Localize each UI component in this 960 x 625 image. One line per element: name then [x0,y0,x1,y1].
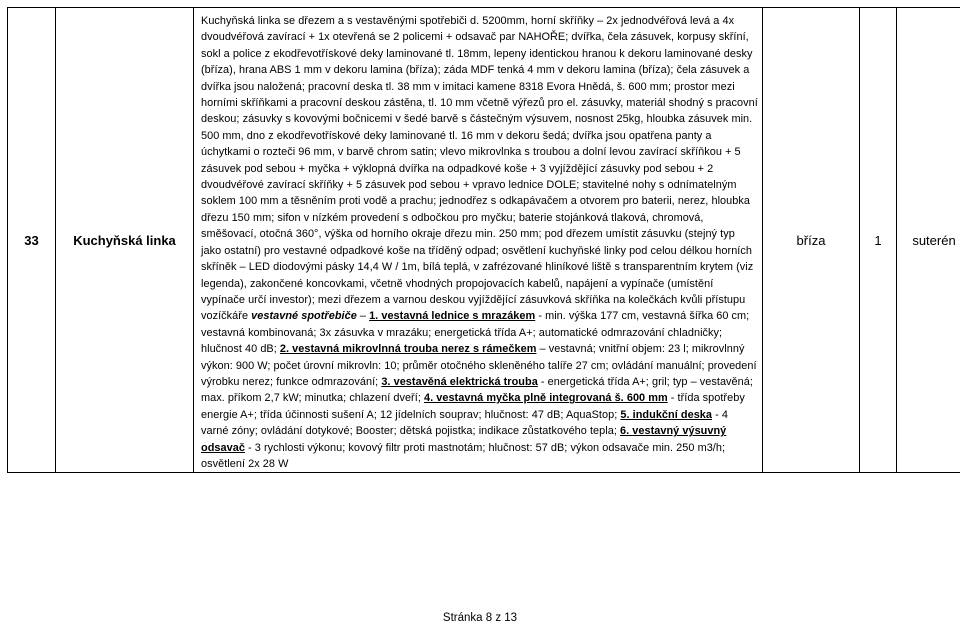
description-text: - energetická třída A+; gril; typ – vestavěná; max. příkom 2,7 kW; minutka; chlazení dveří; [201,375,753,405]
table-row [8,8,960,473]
page-number: Stránka 8 z 13 [442,612,518,624]
appliance-microwave: 2. vestavná mikrovlnná trouba nerez s rámečkem [279,343,537,356]
appliances-heading: vestavné spotřebiče [251,310,357,323]
item-name: Kuchyňská linka [56,8,194,473]
description-text: - 3 rychlosti výkonu; kovový filtr proti mastnotám; hlučnost: 57 dB; výkon odsavače min. 250 m3/h; osvětlení 2x 28 W [201,441,726,470]
description-text: Kuchyňská linka se dřezem a s vestavěnými spotřebiči d. 5200mm, horní skříňky – 2x jednodvéřová levá a 4x dvoudvéřová zavírací + 1x otevřená se 2 policemi + odsavač par NAHOŘE; dvířka, čela zásuvek, korpusy skříní, sokl a police z ekodřevotřískové deky laminované tl. 18mm, lepeny identickou hranou k dekoru laminované desky (bříza), hrana ABS 1 mm v dekoru lamina (bříza); záda MDF tenká 4 mm v dekoru lamina (bříza); čela zásuvek a dvířka jsou naložená; pracovní deska tl. 38 mm v imitaci kamene 8318 Evora Hnědá, š. 600 mm; prostor mezi horními skříňkami a pracovní deskou zástěna, tl. 10 mm včetně výřezů pro el. zásuvky, materiál shodný s pracovní deskou; zásuvky s kovovými bočnicemi v šedé barvě s částečným výsuvem, nosnost 25kg, hloubka zásuvek min. 500 mm, dno z ekodřevotřískové deky laminované tl. 16 mm v dekoru šedá; dvířka jsou opatřena panty a úchytkami o rozteči 96 mm, v barvě chrom satin; vlevo mikrovlnka s troubou a dolní levou zavírací skříňkou + 5 zásuvek pod sebou + myčka + výklopná dvířka na odpadkové koše + 3 vyjíždějící zásuvky pod sebou + 2 dvoudvéřové zavírací skříňky + 5 zásuvek pod sebou + vpravo lednice DOLE; stavitelné nohy s odnímatelným soklem 100 mm a těsněním proti vodě a prachu; jednodřez s odkapávačem a otvorem pro baterii, nerez, hloubka dřezu 150 mm; sifon v nízkém provedení s odbočkou pro myčku; baterie stojánková tlaková, chromová, směšovací, otočná 360°, výška od horního okraje dřezu min. 250 mm; pod dřezem umístit zásuvku (stejný typ jako ostatní) pro vestavné odpadkové koše na tříděný odpad; osvětlení kuchyňské linky pod celou délkou horních skříněk – LED diodovými pásky 14,4 W / 1m, bílá teplá, v zafrézované hliníkové liště s transparentním krytem (viz legenda), zakončené koncovkami, včetně vhodných propojovacích kabelů, napájení a vypínače (umístění vypínače určí investor); mezi dřezem a varnou deskou vyjíždějící zásuvková skříňka na kolečkách kvůli přístupu vozíčkáře [201,15,758,323]
appliance-hood: 6. vestavný výsuvný odsavač [201,425,727,454]
appliance-oven: 3. vestavěná elektrická trouba [381,375,538,388]
description-text: – vestavná; vnitřní objem: 23 l; mikrovlnný výkon: 900 W; počet úrovní mikrovln: 10; průměr otočného skleněného talíře 27 cm; ovládání manuální; provedení výrobku nerez; funkce odmrazování; [201,343,757,388]
description-text: - min. výška 177 cm, vestavná šířka 60 cm; vestavná kombinovaná; 3x zásuvka v mrazáku; energetická třída A+; automatické odmrazování chladničky; hlučnost 40 dB; [201,310,750,356]
appliance-hob: 5. indukční deska [620,408,713,421]
item-number: 33 [8,8,56,473]
item-room: suterén [897,8,960,473]
specification-table [7,7,960,473]
description-text: - třída spotřeby energie A+; třída účinnosti sušení A; 12 jídelních souprav; hlučnost: 47 dB; AquaStop; [201,392,745,421]
description-text: - 4 varné zóny; ovládání dotykové; Booster; dětská pojistka; indikace zůstatkového tepla; [201,408,728,438]
appliance-dishwasher: 4. vestavná myčka plně integrovaná š. 600 mm [423,392,668,405]
item-material: bříza [763,8,860,473]
item-quantity: 1 [860,8,897,473]
appliance-fridge: 1. vestavná lednice s mrazákem [369,310,536,323]
description-text: – [356,310,370,323]
item-description [194,8,763,473]
